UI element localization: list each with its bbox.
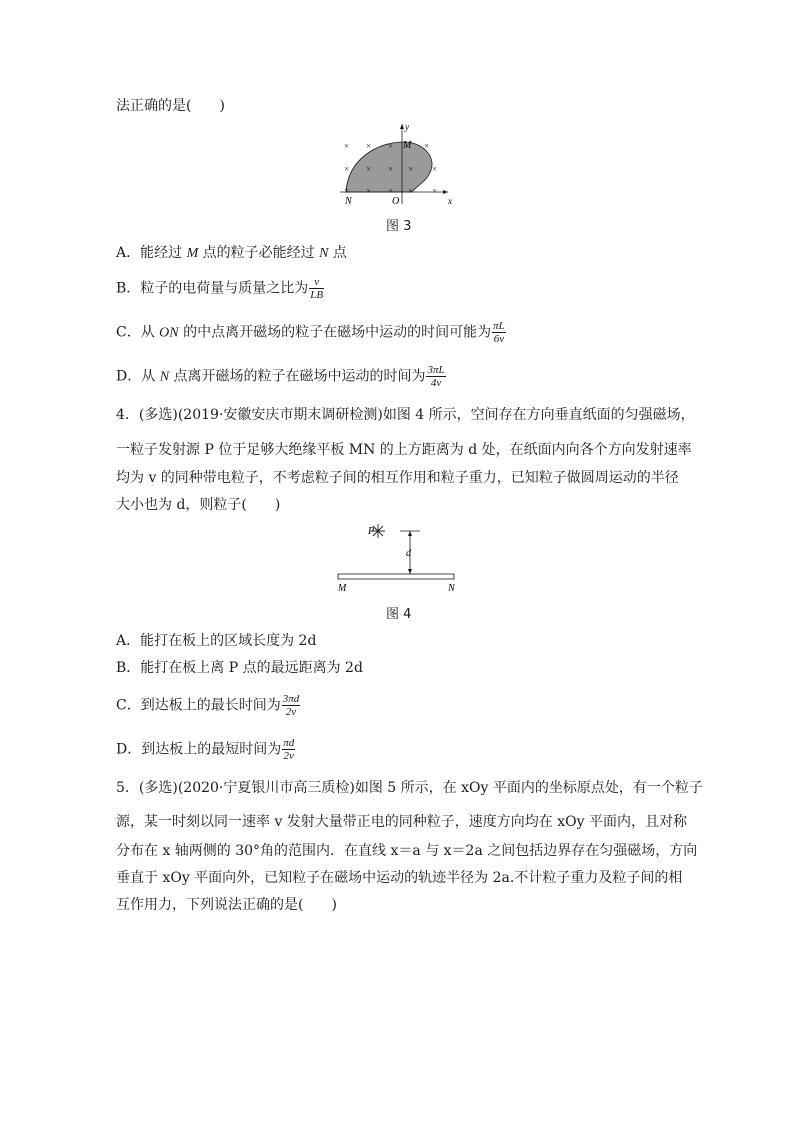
svg-text:×: ×	[344, 186, 350, 196]
q5-stem-line-2: 源，某一时刻以同一速率 v 发射大量带正电的同种粒子，速度方向均在 xOy 平面内，且对称	[116, 814, 687, 830]
q4-stem-line-3: 均为 v 的同种带电粒子，不考虑粒子间的相互作用和粒子重力，已知粒子做圆周运动的半径	[116, 470, 679, 486]
q4-c-fraction: $\frac{3\pi d}{2v}$	[282, 693, 300, 718]
fig4-arrow-down	[408, 569, 412, 574]
figure-3	[336, 120, 458, 210]
q3-option-b[interactable]: B．粒子的电荷量与质量之比为 $\frac{v}{LB}$	[116, 276, 324, 301]
svg-text:×: ×	[432, 164, 438, 174]
fig4-label-P: P	[368, 526, 375, 537]
q5-stem-line-3: 分布在 x 轴两侧的 30°角的范围内．在直线 x＝a 与 x＝2a 之间包括边界存在匀强磁场，方向	[116, 843, 698, 859]
svg-text:×: ×	[424, 141, 430, 151]
q4-stem-line-1: 4．(多选)(2019·安徽安庆市期末调研检测)如图 4 所示，空间存在方向垂直纸面的匀强磁场，	[116, 407, 695, 423]
q4-option-a[interactable]: A．能打在板上的区域长度为 2d	[116, 633, 317, 649]
svg-text:×: ×	[388, 141, 394, 151]
svg-text:×: ×	[388, 186, 394, 196]
q5-stem-line-4: 垂直于 xOy 平面向外，已知粒子在磁场中运动的轨迹半径为 2a.不计粒子重力及粒子间的相	[116, 870, 683, 886]
fig4-label-M: M	[338, 583, 347, 594]
svg-text:×: ×	[366, 141, 372, 151]
q3-option-c[interactable]: C．从 ON 的中点离开磁场的粒子在磁场中运动的时间可能为 $\frac{\pi L}{6v}$	[116, 320, 505, 345]
svg-text:×: ×	[432, 186, 438, 196]
intro-tail-text: 法正确的是( )	[116, 98, 225, 114]
svg-text:×: ×	[388, 164, 394, 174]
q3-option-a[interactable]: A．能经过 M 点的粒子必能经过 N 点	[116, 245, 347, 261]
fig4-arrow-up	[408, 531, 412, 536]
svg-text:×: ×	[366, 186, 372, 196]
fig4-caption: 图 4	[386, 607, 412, 622]
fig3-caption: 图 3	[386, 219, 412, 234]
q4-stem-line-4: 大小也为 d，则粒子( )	[116, 497, 281, 513]
q3-b-fraction: $\frac{v}{LB}$	[310, 276, 324, 301]
fig3-x-arrow	[443, 190, 448, 194]
svg-text:×: ×	[344, 141, 350, 151]
svg-text:×: ×	[408, 164, 414, 174]
q4-stem-line-2: 一粒子发射源 P 位于足够大绝缘平板 MN 的上方距离为 d 处，在纸面内向各个方向发射速率	[116, 442, 692, 458]
q4-option-d[interactable]: D．到达板上的最短时间为 $\frac{\pi d}{2v}$	[116, 737, 295, 762]
q3-c-fraction: $\frac{\pi L}{6v}$	[493, 320, 505, 345]
q5-stem-line-5: 互作用力，下列说法正确的是( )	[116, 897, 337, 913]
q4-option-c[interactable]: C．到达板上的最长时间为 $\frac{3\pi d}{2v}$	[116, 693, 300, 718]
fig3-label-O: O	[392, 196, 400, 207]
svg-text:×: ×	[344, 164, 350, 174]
fig4-label-d: d	[406, 548, 411, 559]
q4-d-fraction: $\frac{\pi d}{2v}$	[283, 737, 295, 762]
q4-option-b[interactable]: B．能打在板上离 P 点的最远距离为 2d	[116, 660, 363, 676]
q5-stem-line-1: 5．(多选)(2020·宁夏银川市高三质检)如图 5 所示，在 xOy 平面内的坐标原点处，有一个粒子	[116, 780, 703, 796]
svg-text:×: ×	[366, 164, 372, 174]
fig3-y-arrow	[400, 124, 404, 129]
fig3-label-x: x	[448, 196, 452, 206]
figure-4	[334, 518, 460, 594]
fig3-label-M: M	[403, 140, 412, 151]
fig3-label-y: y	[405, 122, 409, 132]
fig3-label-N: N	[345, 196, 352, 207]
q3-d-fraction: $\frac{3\pi L}{4v}$	[427, 364, 445, 389]
svg-text:×: ×	[408, 186, 414, 196]
fig4-label-N: N	[448, 583, 455, 594]
q3-option-d[interactable]: D．从 N 点离开磁场的粒子在磁场中运动的时间为 $\frac{3\pi L}{4v}$	[116, 364, 445, 389]
fig4-plate-MN	[338, 574, 454, 579]
